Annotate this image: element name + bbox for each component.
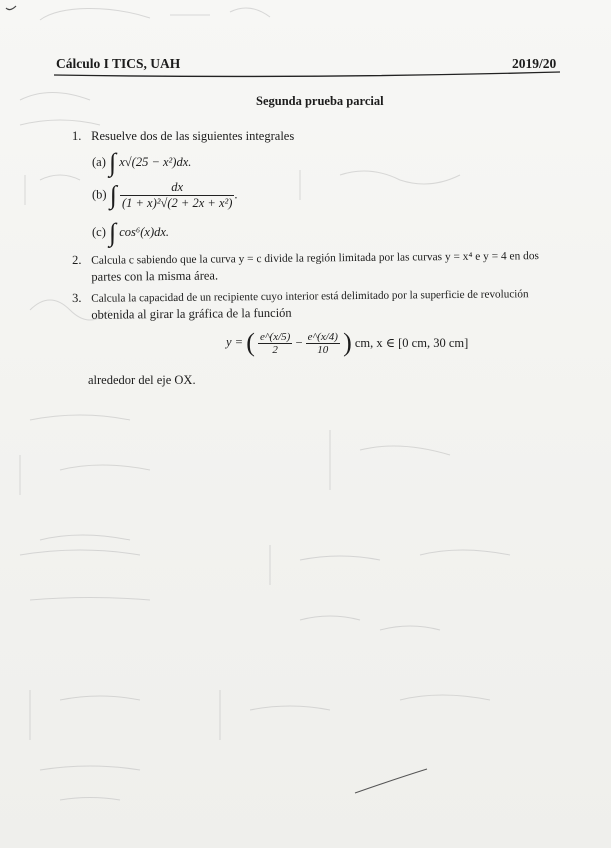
frac2-numerator: e^(x/4) <box>307 330 338 343</box>
question-2-number: 2. <box>72 252 82 267</box>
course-header: Cálculo I TICS, UAH <box>56 56 181 71</box>
integral-sign-icon: ∫ <box>109 180 117 210</box>
item-a-expression: x√(25 − x²)dx. <box>119 154 192 169</box>
integral-sign-icon: ∫ <box>109 148 117 177</box>
item-b-numerator: dx <box>120 180 234 196</box>
question-3-line-2: obtenida al girar la gráfica de la función <box>91 305 292 322</box>
integral-a <box>92 150 191 176</box>
item-c-expression: cos⁶(x)dx. <box>119 224 170 239</box>
question-2-line-2: partes con la misma área. <box>91 268 219 284</box>
question-3-line-3: alrededor del eje OX. <box>88 373 196 387</box>
frac2-denominator: 10 <box>317 343 329 356</box>
question-1-text: Resuelve dos de las siguientes integrales <box>91 129 295 143</box>
question-1 <box>72 128 294 144</box>
item-c-label: (c) <box>92 224 106 239</box>
formula-tail: cm, x ∈ [0 cm, 30 cm] <box>354 336 469 350</box>
question-3-line-1: Calcula la capacidad de un recipiente cuyo interior está delimitado por la superficie de revolución <box>91 288 529 305</box>
frac1-denominator: 2 <box>272 343 278 356</box>
academic-year: 2019/20 <box>512 56 557 71</box>
formula-lhs: y = <box>226 334 244 349</box>
header-rule <box>54 70 560 82</box>
exam-title: Segunda prueba parcial <box>256 94 384 108</box>
question-3 <box>72 285 572 323</box>
question-2-line-1: Calcula c sabiendo que la curva y = c divide la región limitada por las curvas y = x⁴ e y = 4 en dos <box>91 250 539 267</box>
question-1-number: 1. <box>72 129 82 143</box>
close-paren: ) <box>343 328 352 357</box>
question-2 <box>72 247 572 285</box>
integral-b: (b) ∫ $\frac{dx}{\text{(1 + x)²√(2 + 2x + x²)}}$ . <box>92 180 238 210</box>
item-b-label: (b) <box>92 187 107 202</box>
integral-c <box>92 220 169 246</box>
minus-sign: − <box>295 335 303 350</box>
frac1-numerator: e^(x/5) <box>260 330 291 343</box>
item-b-denominator: (1 + x)²√(2 + 2x + x²) <box>121 196 233 210</box>
function-formula <box>226 328 468 358</box>
item-a-label: (a) <box>92 154 106 169</box>
question-3-number: 3. <box>72 290 82 305</box>
integral-sign-icon: ∫ <box>109 218 117 247</box>
open-paren: ( <box>246 328 255 357</box>
